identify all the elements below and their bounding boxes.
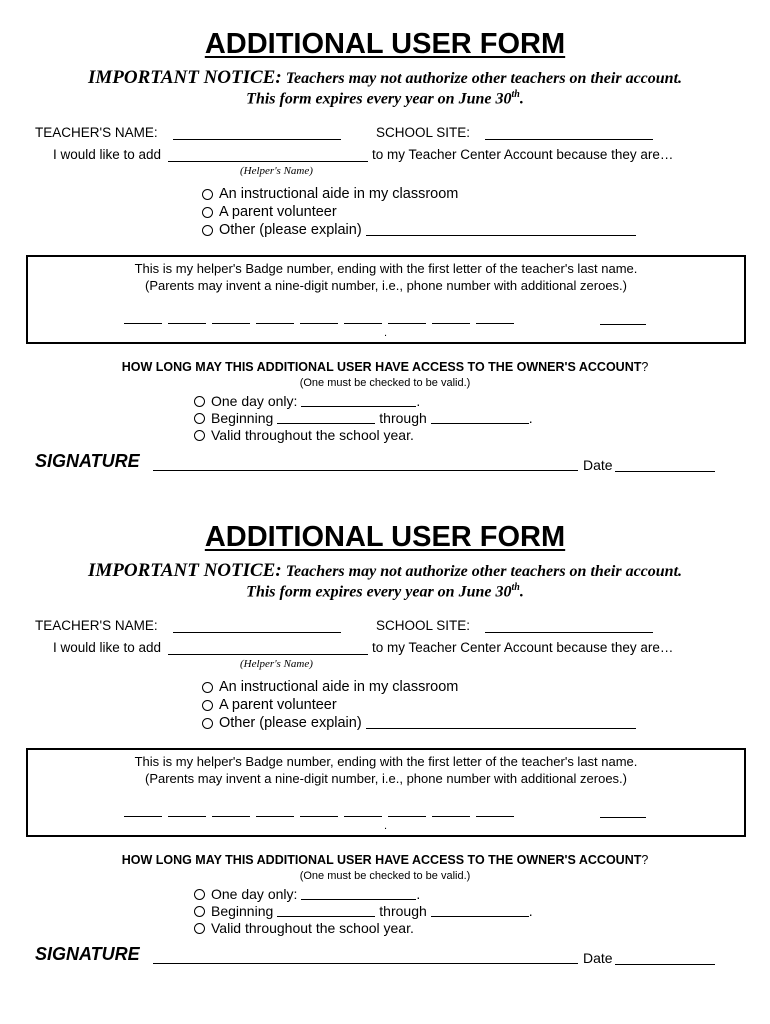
radio-circle-icon[interactable]: [202, 718, 213, 729]
access-qmark: ?: [641, 360, 649, 374]
period: .: [528, 410, 533, 426]
badge-letter-field[interactable]: [600, 807, 646, 818]
period: .: [416, 886, 421, 902]
form-title: ADDITIONAL USER FORM: [204, 521, 566, 553]
radio-circle-icon[interactable]: [202, 189, 213, 200]
access-note: (One must be checked to be valid.): [299, 870, 471, 882]
school-site-field[interactable]: [485, 129, 653, 140]
radio-circle-icon[interactable]: [194, 430, 205, 441]
school-site-label: SCHOOL SITE:: [376, 125, 471, 140]
helper-name-field[interactable]: [168, 644, 368, 655]
radio-circle-icon[interactable]: [202, 682, 213, 693]
begin-date-field[interactable]: [277, 413, 375, 424]
badge-digit-field[interactable]: [476, 806, 514, 817]
radio-circle-icon[interactable]: [194, 413, 205, 424]
radio-circle-icon[interactable]: [202, 207, 213, 218]
end-date-field[interactable]: [431, 906, 529, 917]
badge-digit-field[interactable]: [388, 313, 426, 324]
additional-user-form-1: [0, 0, 770, 493]
access-beginning-label: Beginning: [211, 903, 274, 919]
badge-letter-field[interactable]: [600, 314, 646, 325]
school-site-field[interactable]: [485, 622, 653, 633]
badge-digit-field[interactable]: [432, 313, 470, 324]
add-suffix: to my Teacher Center Account because they are…: [372, 147, 674, 162]
badge-digit-field[interactable]: [344, 313, 382, 324]
access-through-label: through: [379, 903, 427, 919]
notice-text: Teachers may not authorize other teachers on their account.: [285, 70, 683, 87]
access-question-text: HOW LONG MAY THIS ADDITIONAL USER HAVE ACCESS TO THE OWNER'S ACCOUNT: [121, 853, 642, 867]
teacher-name-field[interactable]: [173, 622, 341, 633]
access-one-day-label: One day only:: [211, 393, 298, 409]
date-field[interactable]: [615, 964, 715, 965]
badge-digit-field[interactable]: [300, 313, 338, 324]
badge-digit-field[interactable]: [344, 806, 382, 817]
radio-circle-icon[interactable]: [202, 225, 213, 236]
period: .: [528, 903, 533, 919]
badge-digit-fields[interactable]: [124, 313, 514, 324]
begin-date-field[interactable]: [277, 906, 375, 917]
access-question: [0, 360, 770, 374]
reason-option-other[interactable]: [202, 715, 636, 731]
notice-label: IMPORTANT NOTICE:: [87, 67, 282, 88]
one-day-date-field[interactable]: [301, 889, 416, 900]
add-prefix: I would like to add: [53, 640, 162, 655]
access-option-school-year[interactable]: [194, 427, 414, 443]
signature-label: SIGNATURE: [35, 451, 140, 471]
badge-number-box: [26, 748, 746, 837]
access-valid-label: Valid throughout the school year.: [211, 920, 414, 936]
badge-digit-field[interactable]: [124, 806, 162, 817]
reason-label: An instructional aide in my classroom: [219, 186, 459, 202]
badge-dot: .: [384, 327, 388, 339]
access-note: (One must be checked to be valid.): [299, 377, 471, 389]
additional-user-form-2: [0, 493, 770, 986]
badge-digit-field[interactable]: [212, 313, 250, 324]
expires-sup: th: [511, 89, 520, 100]
helper-name-caption: (Helper's Name): [240, 658, 313, 670]
radio-circle-icon[interactable]: [202, 700, 213, 711]
date-label: Date: [583, 457, 613, 473]
reason-label: Other (please explain): [219, 715, 362, 731]
signature-field[interactable]: [153, 470, 578, 471]
badge-digit-field[interactable]: [256, 806, 294, 817]
notice-label: IMPORTANT NOTICE:: [87, 560, 282, 581]
badge-digit-field[interactable]: [388, 806, 426, 817]
access-qmark: ?: [641, 853, 649, 867]
end-date-field[interactable]: [431, 413, 529, 424]
radio-circle-icon[interactable]: [194, 906, 205, 917]
teacher-name-label: TEACHER'S NAME:: [35, 618, 158, 633]
reason-option-parent[interactable]: [202, 204, 337, 220]
expiry-notice: [0, 89, 770, 108]
badge-digit-field[interactable]: [256, 313, 294, 324]
badge-digit-field[interactable]: [432, 806, 470, 817]
one-day-date-field[interactable]: [301, 396, 416, 407]
badge-digit-field[interactable]: [124, 313, 162, 324]
reason-option-other[interactable]: [202, 222, 636, 238]
badge-letter-field-wrap[interactable]: [600, 313, 646, 328]
access-option-one-day[interactable]: [194, 886, 420, 902]
important-notice: [0, 560, 770, 582]
helper-name-field[interactable]: [168, 151, 368, 162]
badge-digit-field[interactable]: [168, 313, 206, 324]
access-option-one-day[interactable]: [194, 393, 420, 409]
add-suffix: to my Teacher Center Account because they are…: [372, 640, 674, 655]
radio-circle-icon[interactable]: [194, 889, 205, 900]
reason-label: Other (please explain): [219, 222, 362, 238]
radio-circle-icon[interactable]: [194, 923, 205, 934]
badge-instruction: This is my helper's Badge number, ending with the first letter of the teacher's last name.: [134, 261, 638, 276]
access-question-text: HOW LONG MAY THIS ADDITIONAL USER HAVE ACCESS TO THE OWNER'S ACCOUNT: [121, 360, 642, 374]
badge-instruction: This is my helper's Badge number, ending with the first letter of the teacher's last name.: [134, 754, 638, 769]
helper-name-caption: (Helper's Name): [240, 165, 313, 177]
expires-sup: th: [511, 582, 520, 593]
date-label: Date: [583, 950, 613, 966]
expires-end: .: [519, 583, 524, 601]
expiry-notice: [0, 582, 770, 601]
badge-digit-field[interactable]: [300, 806, 338, 817]
radio-circle-icon[interactable]: [194, 396, 205, 407]
badge-letter-field-wrap[interactable]: [600, 806, 646, 821]
badge-digit-field[interactable]: [212, 806, 250, 817]
badge-digit-field[interactable]: [168, 806, 206, 817]
date-field[interactable]: [615, 471, 715, 472]
teacher-name-field[interactable]: [173, 129, 341, 140]
important-notice: [0, 67, 770, 89]
expires-end: .: [519, 90, 524, 108]
badge-digit-fields[interactable]: [124, 806, 514, 817]
access-valid-label: Valid throughout the school year.: [211, 427, 414, 443]
form-title: ADDITIONAL USER FORM: [204, 28, 566, 60]
access-option-range[interactable]: [194, 410, 533, 426]
other-explain-field[interactable]: [366, 718, 636, 729]
badge-dot: .: [384, 820, 388, 832]
school-site-label: SCHOOL SITE:: [376, 618, 471, 633]
teacher-name-label: TEACHER'S NAME:: [35, 125, 158, 140]
reason-option-aide[interactable]: [202, 679, 458, 695]
notice-text: Teachers may not authorize other teachers on their account.: [285, 563, 683, 580]
expires-text: This form expires every year on June 30: [246, 583, 512, 601]
reason-label: An instructional aide in my classroom: [219, 679, 459, 695]
access-one-day-label: One day only:: [211, 886, 298, 902]
badge-number-box: [26, 255, 746, 344]
reason-label: A parent volunteer: [219, 697, 337, 713]
badge-note: (Parents may invent a nine-digit number, i.e., phone number with additional zeroes.): [145, 771, 627, 786]
access-option-range[interactable]: [194, 903, 533, 919]
signature-label: SIGNATURE: [35, 944, 140, 964]
reason-option-parent[interactable]: [202, 697, 337, 713]
badge-digit-field[interactable]: [476, 313, 514, 324]
reason-option-aide[interactable]: [202, 186, 458, 202]
reason-label: A parent volunteer: [219, 204, 337, 220]
access-beginning-label: Beginning: [211, 410, 274, 426]
badge-note: (Parents may invent a nine-digit number, i.e., phone number with additional zeroes.): [145, 278, 627, 293]
access-through-label: through: [379, 410, 427, 426]
expires-text: This form expires every year on June 30: [246, 90, 512, 108]
access-question: [0, 853, 770, 867]
access-option-school-year[interactable]: [194, 920, 414, 936]
add-prefix: I would like to add: [53, 147, 162, 162]
period: .: [416, 393, 421, 409]
other-explain-field[interactable]: [366, 225, 636, 236]
signature-field[interactable]: [153, 963, 578, 964]
